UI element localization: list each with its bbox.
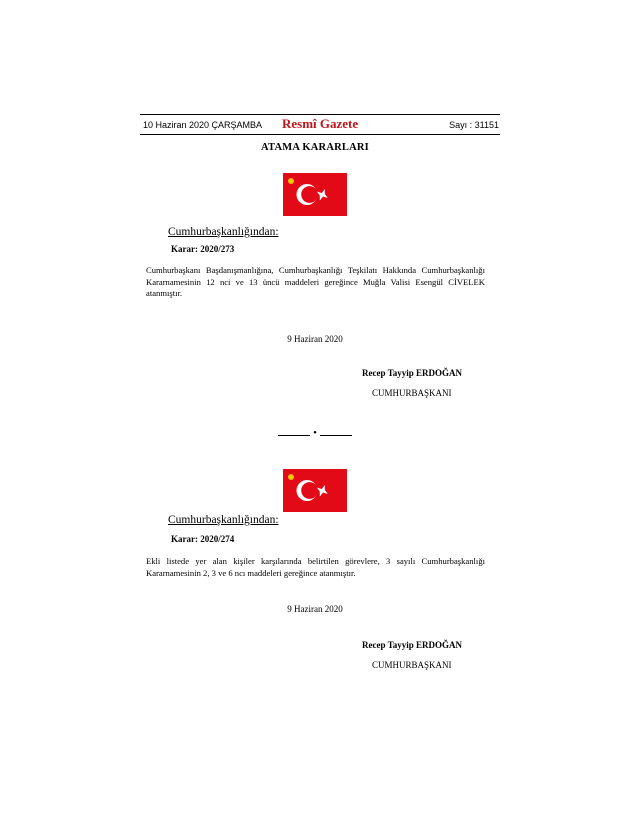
- decision-separator: [278, 427, 352, 440]
- separator-dot: •: [313, 427, 317, 439]
- decision-body-line: Cumhurbaşkanı Başdanışmanlığına, Cumhurbaşkanlığı Teşkilatı Hakkında Cumhurbaşkanlığı: [146, 265, 485, 275]
- signer-name: Recep Tayyip ERDOĞAN: [362, 368, 463, 378]
- section-title: ATAMA KARARLARI: [261, 142, 369, 153]
- decision-body: [146, 265, 485, 300]
- signer-name: Recep Tayyip ERDOĞAN: [362, 640, 463, 650]
- decision-date: 9 Haziran 2020: [287, 334, 343, 344]
- decision-number: Karar: 2020/273: [171, 244, 235, 254]
- signer-title: CUMHURBAŞKANI: [372, 660, 452, 670]
- decision-body-line: Kararnamesinin 2, 3 ve 6 ncı maddeleri gereğince atanmıştır.: [146, 567, 356, 578]
- separator-line-left: [278, 435, 310, 436]
- header-top-rule: [140, 114, 500, 115]
- authority-heading: Cumhurbaşkanlığından:: [168, 514, 279, 526]
- gazette-issue-number: Sayı : 31151: [449, 120, 499, 130]
- decision-date: 9 Haziran 2020: [287, 604, 343, 614]
- decision-body: [146, 556, 485, 579]
- authority-heading: Cumhurbaşkanlığından:: [168, 226, 279, 238]
- decision-body-line: atanmıştır.: [146, 288, 183, 298]
- signer-title: CUMHURBAŞKANI: [372, 388, 452, 398]
- header-bottom-rule: [140, 134, 500, 135]
- turkish-flag-icon: [283, 173, 347, 216]
- separator-line-right: [320, 435, 352, 436]
- decision-number: Karar: 2020/274: [171, 534, 235, 544]
- turkish-flag-icon: [283, 469, 347, 512]
- decision-body-line: Kararnamesinin 12 nci ve 13 üncü maddeleri gereğince Muğla Valisi Esengül CİVELEK: [146, 276, 485, 287]
- gazette-title: Resmî Gazete: [282, 116, 359, 131]
- decision-body-line: Ekli listede yer alan kişiler karşılarında belirtilen görevlere, 3 sayılı Cumhurbaşkanlığı: [146, 556, 485, 566]
- gazette-date: 10 Haziran 2020 ÇARŞAMBA: [143, 120, 263, 130]
